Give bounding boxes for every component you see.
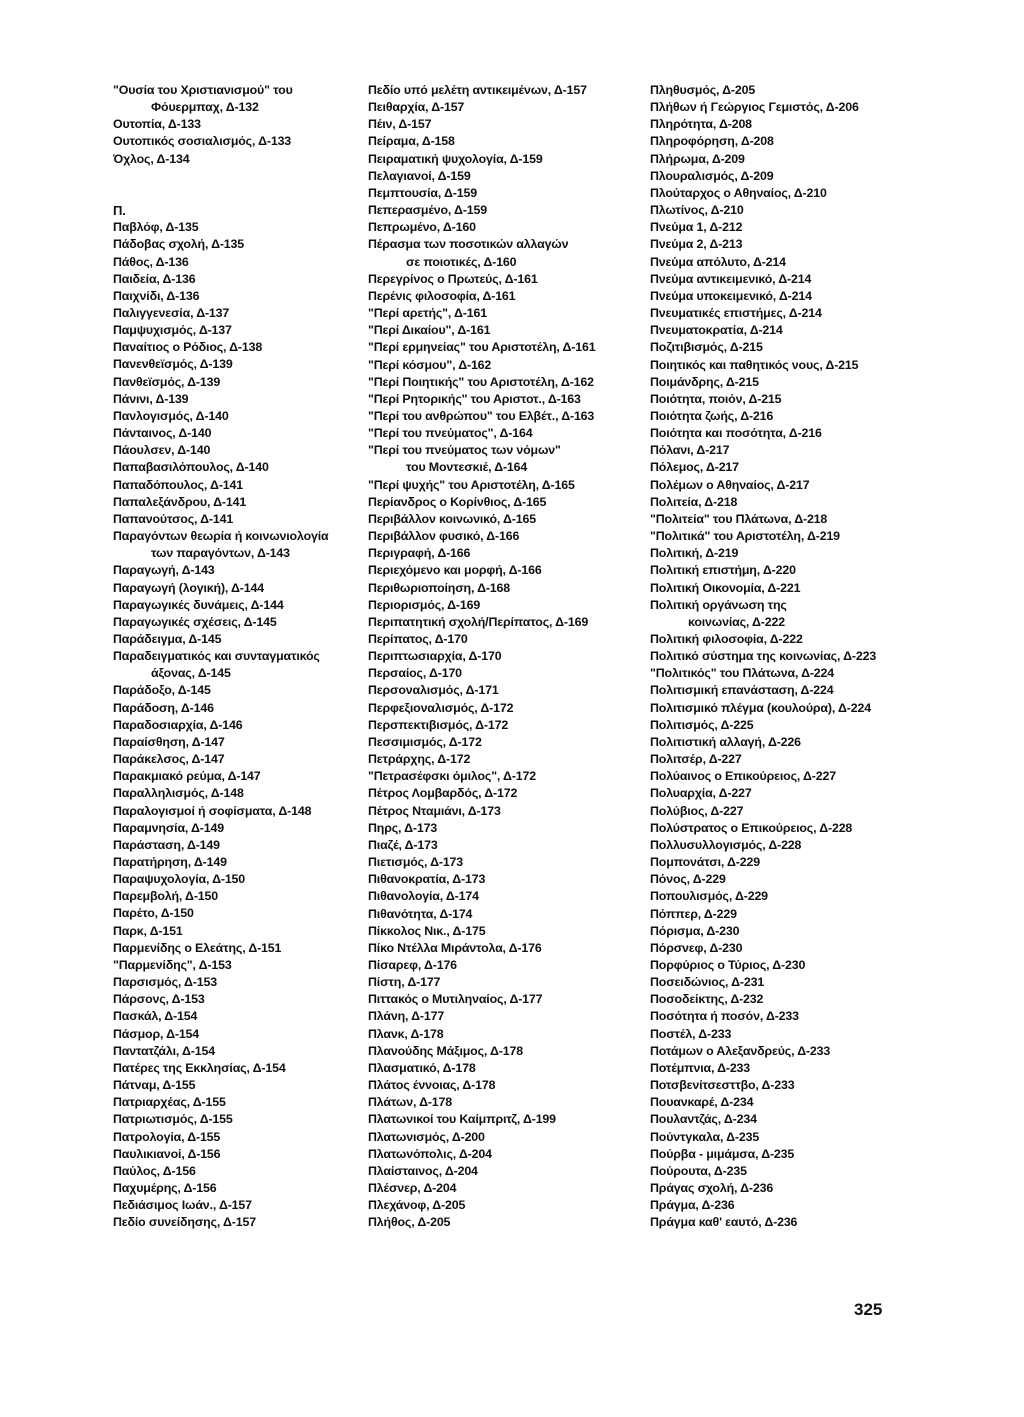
index-entry: Περσοναλισμός, Δ-171 [368,683,499,698]
index-entry: Παπανούτσος, Δ-141 [113,511,234,526]
index-entry: Παραλογισμοί ή σοφίσματα, Δ-148 [113,803,312,818]
index-entry: Πολιτική επιστήμη, Δ-220 [650,563,796,578]
index-entry: Πολιτική Οικονομία, Δ-221 [650,580,801,595]
index-entry-continuation: άξονας, Δ-145 [151,666,231,681]
index-entry: "Περί ψυχής" του Αριστοτέλη, Δ-165 [368,477,575,492]
index-entry: "Πετρασέφσκι όμιλος", Δ-172 [368,769,537,784]
index-entry: Πιετισμός, Δ-173 [368,855,464,870]
index-entry: Πέτρος Νταμιάνι, Δ-173 [368,803,501,818]
index-entry: Παράκελσος, Δ-147 [113,752,225,767]
index-entry: Πολιτιστική αλλαγή, Δ-226 [650,734,801,749]
index-entry: Παραμνησία, Δ-149 [113,820,225,835]
index-entry: Παρεμβολή, Δ-150 [113,889,219,904]
index-entry: "Περί ερμηνείας" του Αριστοτέλη, Δ-161 [368,340,596,355]
index-entry: Περιβάλλον κοινωνικό, Δ-165 [368,511,536,526]
index-entry: Πειθαρχία, Δ-157 [368,100,465,115]
index-entry: Παραψυχολογία, Δ-150 [113,872,246,887]
index-entry-continuation: Φόυερμπαχ, Δ-132 [151,100,259,115]
index-entry: Πομπονάτσι, Δ-229 [650,855,760,870]
index-column-2 [368,82,630,1231]
index-entry: Παραγωγικές δυνάμεις, Δ-144 [113,597,284,612]
index-entry: Πέρασμα των ποσοτικών αλλαγών [368,237,569,252]
index-entry: Παράσταση, Δ-149 [113,837,220,852]
index-entry: Περιεχόμενο και μορφή, Δ-166 [368,563,542,578]
index-entry: Πετράρχης, Δ-172 [368,752,471,767]
index-entry: Πατρολογία, Δ-155 [113,1129,221,1144]
index-entry: Παυλικιανοί, Δ-156 [113,1146,221,1161]
index-entry: Πλεχάνοφ, Δ-205 [368,1198,466,1213]
index-entry: Ποσειδώνιος, Δ-231 [650,975,765,990]
index-entry: Παραγωγή, Δ-143 [113,563,215,578]
index-entry: Πεδίο συνείδησης, Δ-157 [113,1215,256,1230]
index-entry-continuation: του Μοντεσκιέ, Δ-164 [406,460,528,475]
index-entry: Πλέσνερ, Δ-204 [368,1181,457,1195]
index-entry: Πουανκαρέ, Δ-234 [650,1095,754,1110]
index-entry: Παβλόφ, Δ-135 [113,220,199,235]
index-entry: Πνεύμα αντικειμενικό, Δ-214 [650,271,812,286]
index-entry: Περιβάλλον φυσικό, Δ-166 [368,529,520,544]
index-entry: Ποιότητα, ποιόν, Δ-215 [650,391,782,406]
index-entry: Πολιτεία, Δ-218 [650,494,738,509]
index-entry: Πειραματική ψυχολογία, Δ-159 [368,151,543,166]
index-entry: Πατριαρχέας, Δ-155 [113,1095,226,1110]
index-entry: Περιθωριοποίηση, Δ-168 [368,580,511,595]
index-entry: "Πολιτεία" του Πλάτωνα, Δ-218 [650,511,828,526]
index-entry: Πόρσνεφ, Δ-230 [650,940,743,955]
index-entry: Παχυμέρης, Δ-156 [113,1180,217,1195]
index-entry: Πεπρωμένο, Δ-160 [368,220,476,235]
index-entry: Πολύβιος, Δ-227 [650,803,744,818]
index-entry: Πατέρες της Εκκλησίας, Δ-154 [113,1060,286,1075]
index-entry: Πόλεμος, Δ-217 [650,460,739,475]
index-entry: Πνεύμα απόλυτο, Δ-214 [650,254,786,269]
index-entry: Πολιτική οργάνωση της [650,597,787,612]
index-entry: Πάτναμ, Δ-155 [113,1078,196,1093]
index-entry: Πλωτίνος, Δ-210 [650,203,744,218]
index-entry: Πάνταινος, Δ-140 [113,426,212,441]
index-entry: Πολέμων ο Αθηναίος, Δ-217 [650,477,810,492]
index-entry: Παράδειγμα, Δ-145 [113,631,222,646]
index-entry: Ποτσβενίτσεσττβο, Δ-233 [650,1078,795,1093]
index-entry: Πλαίσταινος, Δ-204 [368,1163,478,1178]
index-entry: Ποτάμων ο Αλεξανδρεύς, Δ-233 [650,1043,831,1058]
index-entry: Πλήθων ή Γεώργιος Γεμιστός, Δ-206 [650,100,859,115]
index-entry: Όχλος, Δ-134 [113,151,190,166]
index-entry: Πάρσονς, Δ-153 [113,992,205,1007]
index-entry: Πατριωτισμός, Δ-155 [113,1112,233,1127]
index-entry-continuation: σε ποιοτικές, Δ-160 [406,254,517,269]
index-entry: Πάδοβας σχολή, Δ-135 [113,237,245,252]
index-entry: Πολιτσέρ, Δ-227 [650,752,742,767]
index-entry: Παύλος, Δ-156 [113,1163,196,1178]
index-entry: Πόλανι, Δ-217 [650,443,730,458]
index-entry: Πλήθος, Δ-205 [368,1215,451,1230]
index-entry: "Περί του πνεύματος των νόμων" [368,443,561,458]
index-entry: Παράδοση, Δ-146 [113,700,214,715]
index-entry: Ποιμάνδρης, Δ-215 [650,374,759,389]
index-entry: Πολιτική φιλοσοφία, Δ-222 [650,632,803,646]
index-entry: Ουτοπία, Δ-133 [113,117,201,132]
page-number: 325 [854,1300,883,1319]
index-entry: Ποπουλισμός, Δ-229 [650,889,768,904]
index-entry: Πίκκολος Νικ., Δ-175 [368,923,486,938]
index-entry: Πόρισμα, Δ-230 [650,923,740,938]
index-entry: Παραδοσιαρχία, Δ-146 [113,717,243,732]
index-entry: Παρμενίδης ο Ελεάτης, Δ-151 [113,940,282,955]
index-entry: Περιπτωσιαρχία, Δ-170 [368,649,502,664]
index-entry: Πλάνη, Δ-177 [368,1009,445,1024]
index-entry: Πνεύμα 2, Δ-213 [650,237,743,252]
index-entry: Περίανδρος ο Κορίνθιος, Δ-165 [368,494,547,509]
index-entry: "Περί Ποιητικής" του Αριστοτέλη, Δ-162 [368,374,594,389]
index-entry: Παρκ, Δ-151 [113,923,183,938]
index-entry: Πλατωνόπολις, Δ-204 [368,1146,492,1161]
index-entry: Πλασματικό, Δ-178 [368,1060,476,1075]
index-entry: Πανθεϊσμός, Δ-139 [113,374,221,389]
index-entry: Πάουλσεν, Δ-140 [113,443,211,458]
index-entry: Πούντγκαλα, Δ-235 [650,1129,760,1144]
index-entry: Περιγραφή, Δ-166 [368,546,471,561]
index-entry: Περεγρίνος ο Πρωτεύς, Δ-161 [368,271,538,286]
index-column-3 [650,82,895,1231]
index-entry: Παραγωγικές σχέσεις, Δ-145 [113,614,277,629]
index-entry: "Περί του πνεύματος", Δ-164 [368,426,533,441]
index-entry: Πλάτος έννοιας, Δ-178 [368,1078,496,1093]
index-entry: "Παρμενίδης", Δ-153 [113,957,232,972]
index-entry: Πιθανοκρατία, Δ-173 [368,872,486,887]
index-entry: Πνεύμα υποκειμενικό, Δ-214 [650,288,812,303]
index-entry: "Πολιτικά" του Αριστοτέλη, Δ-219 [650,529,840,544]
index-entry-continuation: κοινωνίας, Δ-222 [688,614,785,629]
index-entry: Πολιτική, Δ-219 [650,546,739,561]
index-entry: Περφεξιοναλισμός, Δ-172 [368,700,514,715]
index-entry: Πολιτισμική επανάσταση, Δ-224 [650,683,834,698]
index-entry: Παναίτιος ο Ρόδιος, Δ-138 [113,340,263,355]
index-entry: "Ουσία του Χριστιανισμού" του [113,83,293,97]
index-entry: Πέτρος Λομβαρδός, Δ-172 [368,786,518,801]
index-entry: Πηρς, Δ-173 [368,820,438,835]
index-entry: Παράδοξο, Δ-145 [113,683,211,698]
index-entry: Πολιτισμικό πλέγμα (κουλούρα), Δ-224 [650,700,871,715]
index-entry: Πληρότητα, Δ-208 [650,117,752,132]
index-entry: Πιθανότητα, Δ-174 [368,906,473,921]
index-entry: Πάνινι, Δ-139 [113,391,189,406]
index-entry: "Περί αρετής", Δ-161 [368,306,487,321]
spacer [113,185,358,202]
index-entry: Πόνος, Δ-229 [650,872,726,887]
index-entry: "Περί Ρητορικής" του Αριστοτ., Δ-163 [368,391,581,406]
index-entry: Ποσότητα ή ποσόν, Δ-233 [650,1009,799,1024]
index-entry: "Περί του ανθρώπου" του Ελβέτ., Δ-163 [368,408,595,423]
index-entry: Πνευματικές επιστήμες, Δ-214 [650,306,822,321]
index-entry: Πλανούδης Μάξιμος, Δ-178 [368,1043,523,1058]
index-entry: Πνεύμα 1, Δ-212 [650,220,743,235]
index-entry: Πολύστρατος ο Επικούρειος, Δ-228 [650,820,853,835]
index-entry: Παρέτο, Δ-150 [113,906,194,921]
index-entry: Πίκο Ντέλλα Μιράντολα, Δ-176 [368,940,542,955]
index-entry: Ποιότητα και ποσότητα, Δ-216 [650,426,822,441]
index-entry-continuation: των παραγόντων, Δ-143 [151,546,290,561]
index-entry: Παλιγγενεσία, Δ-137 [113,306,230,320]
index-entry: Πουλαντζάς, Δ-234 [650,1112,757,1127]
index-entry: Πνευματοκρατία, Δ-214 [650,323,783,338]
index-column-1 [113,82,358,1231]
index-entry: Πασκάλ, Δ-154 [113,1009,198,1024]
index-entry: Πεσσιμισμός, Δ-172 [368,734,482,749]
index-entry: Πίστη, Δ-177 [368,975,441,990]
index-entry: Πεδιάσιμος Ιωάν., Δ-157 [113,1198,252,1213]
index-entry: Πληθυσμός, Δ-205 [650,83,756,97]
index-entry: Παρατήρηση, Δ-149 [113,855,227,869]
index-entry: Ουτοπικός σοσιαλισμός, Δ-133 [113,134,292,149]
index-entry: Ποτέμπνια, Δ-233 [650,1060,751,1075]
index-entry: Πεπερασμένο, Δ-159 [368,203,488,218]
index-entry: Παπαδόπουλος, Δ-141 [113,477,244,492]
index-entry: Πούρβα - μιμάμσα, Δ-235 [650,1146,795,1161]
index-entry: Πλατωνικοί του Καίμπριτζ, Δ-199 [368,1112,556,1127]
index-entry: Παμψυχισμός, Δ-137 [113,323,232,338]
index-entry: Πράγμα καθ' εαυτό, Δ-236 [650,1215,798,1230]
index-entry: Πολυαρχία, Δ-227 [650,786,752,801]
index-entry: Περιπατητική σχολή/Περίπατος, Δ-169 [368,614,589,629]
index-entry: Ποιότητα ζωής, Δ-216 [650,408,774,423]
index-entry: Πολιτικό σύστημα της κοινωνίας, Δ-223 [650,649,877,664]
index-entry: Πλανκ, Δ-178 [368,1026,444,1041]
index-entry: Ποστέλ, Δ-233 [650,1026,732,1041]
index-entry: Πολύαινος ο Επικούρειος, Δ-227 [650,769,836,784]
index-entry: Πιθανολογία, Δ-174 [368,889,479,904]
index-entry: Παιχνίδι, Δ-136 [113,288,200,303]
index-entry: Πάσμορ, Δ-154 [113,1026,200,1041]
index-entry: Περίπατος, Δ-170 [368,632,468,646]
index-entry: Πάθος, Δ-136 [113,254,189,269]
index-entry: Παραγωγή (λογική), Δ-144 [113,580,265,595]
index-entry: Περιορισμός, Δ-169 [368,597,481,612]
index-entry: Πλούταρχος ο Αθηναίος, Δ-210 [650,185,827,200]
index-entry: Πανλογισμός, Δ-140 [113,408,229,423]
index-entry: Παραίσθηση, Δ-147 [113,734,225,749]
index-entry: Πλήρωμα, Δ-209 [650,151,745,166]
index-entry: Πελαγιανοί, Δ-159 [368,168,471,183]
index-entry: Παρσισμός, Δ-153 [113,975,217,990]
index-entry: Πιττακός ο Μυτιληναίος, Δ-177 [368,992,543,1007]
index-entry: Περένις φιλοσοφία, Δ-161 [368,288,516,303]
index-entry: Πούρουτα, Δ-235 [650,1163,747,1178]
index-entry: Πράγμα, Δ-236 [650,1198,735,1213]
index-entry: Ποιητικός και παθητικός νους, Δ-215 [650,357,859,372]
index-entry: Παπαλεξάνδρου, Δ-141 [113,494,247,509]
index-entry: Περσαίος, Δ-170 [368,666,462,681]
index-entry: Πείραμα, Δ-158 [368,134,455,149]
spacer [113,168,358,185]
index-entry: Πιαζέ, Δ-173 [368,837,438,852]
section-letter: Π. [113,203,126,219]
index-entry: Πλάτων, Δ-178 [368,1095,453,1110]
index-entry: Πορφύριος ο Τύριος, Δ-230 [650,957,806,972]
index-entry: "Περί κόσμου", Δ-162 [368,357,492,372]
index-entry: Πέιν, Δ-157 [368,117,432,132]
index-entry: Πίσαρεφ, Δ-176 [368,957,457,972]
index-entry: Πλουραλισμός, Δ-209 [650,168,774,183]
index-entry: Πληροφόρηση, Δ-208 [650,134,774,149]
index-entry: Πεμπτουσία, Δ-159 [368,185,477,200]
index-entry: Παραδειγματικός και συνταγματικός [113,649,320,664]
index-entry: Παραλληλισμός, Δ-148 [113,786,244,801]
index-entry: Παπαβασιλόπουλος, Δ-140 [113,460,269,475]
index-entry: Πλατωνισμός, Δ-200 [368,1129,485,1144]
index-entry: Πολιτισμός, Δ-225 [650,717,754,732]
index-entry: Πράγας σχολή, Δ-236 [650,1181,774,1195]
index-entry: Πανενθεϊσμός, Δ-139 [113,357,233,372]
index-entry: Ποζιτιβισμός, Δ-215 [650,340,763,355]
index-entry: Περσπεκτιβισμός, Δ-172 [368,717,509,732]
index-entry: Πεδίο υπό μελέτη αντικειμένων, Δ-157 [368,83,587,97]
index-entry: Παιδεία, Δ-136 [113,271,196,286]
index-entry: Πόππερ, Δ-229 [650,906,737,921]
index-entry: Ποσοδείκτης, Δ-232 [650,992,764,1007]
index-entry: Παντατζάλι, Δ-154 [113,1043,215,1058]
index-entry: "Πολιτικός" του Πλάτωνα, Δ-224 [650,666,835,681]
index-entry: "Περί Δικαίου", Δ-161 [368,323,491,338]
index-entry: Πολλυσυλλογισμός, Δ-228 [650,837,802,852]
index-entry: Παρακμιακό ρεύμα, Δ-147 [113,769,261,784]
index-entry: Παραγόντων θεωρία ή κοινωνιολογία [113,529,329,544]
